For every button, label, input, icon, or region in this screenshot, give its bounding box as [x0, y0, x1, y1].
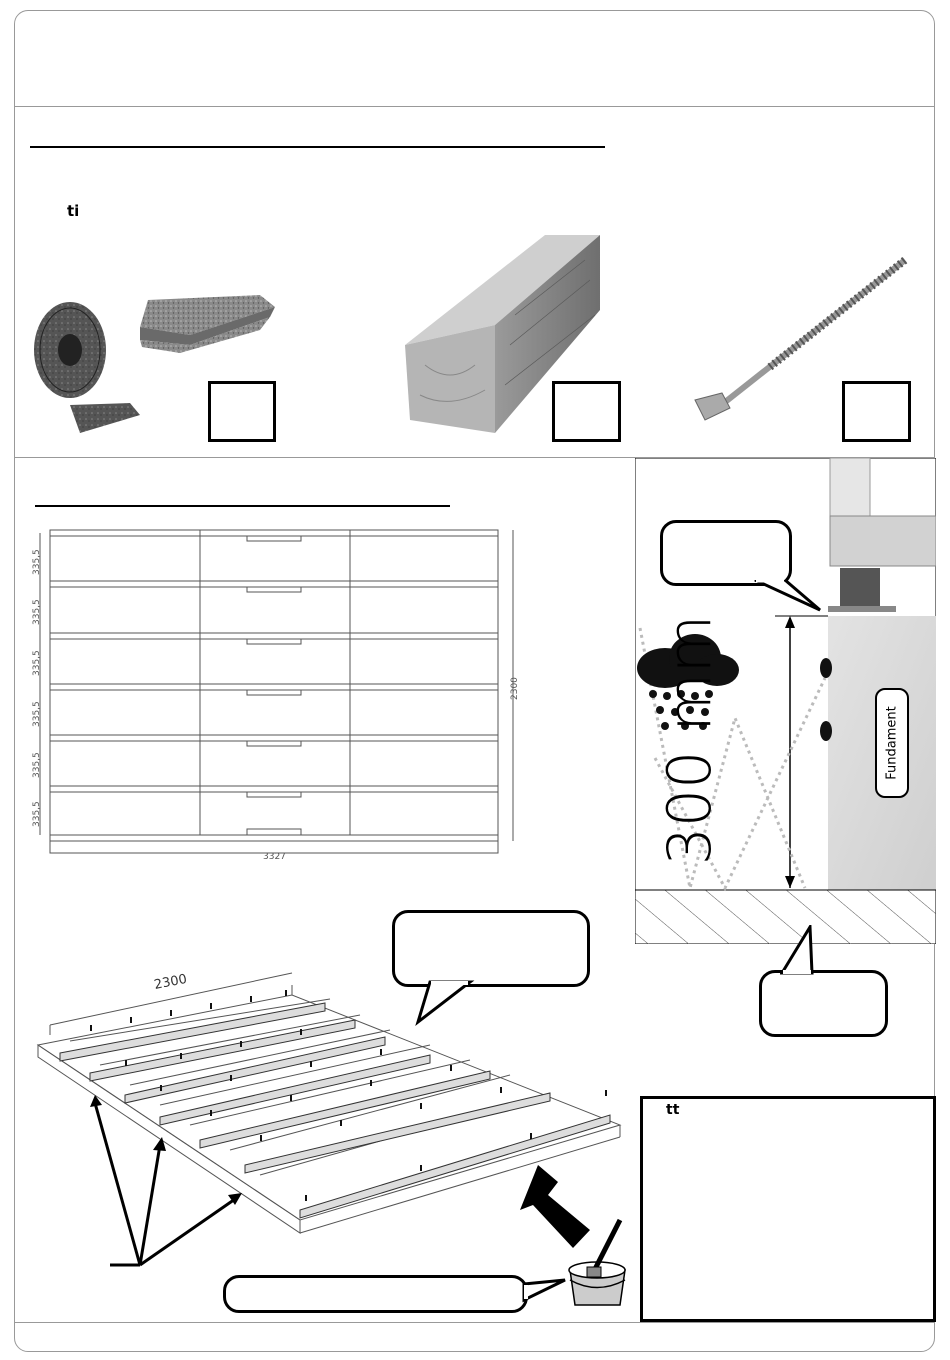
total-width-dim: 3327 [263, 852, 286, 862]
quantity-box-screw [842, 381, 911, 442]
quantity-box-timber [552, 381, 621, 442]
row-dim-4: 335,5 [32, 701, 42, 727]
height-label: 300 mm [655, 614, 725, 866]
callout-tail-floor [750, 580, 830, 616]
callout-tail-ground [780, 925, 840, 975]
callout-bubble-ground [759, 970, 888, 1037]
perspective-width-label: 2300 [152, 971, 189, 993]
row-dim-2: 335,5 [32, 599, 42, 625]
callout-bubble-floor [660, 520, 792, 586]
pointer-arrows [90, 1095, 250, 1275]
row-dim-5: 335,5 [32, 752, 42, 778]
footer-divider [14, 1322, 935, 1323]
row-dim-6: 335,5 [32, 801, 42, 827]
row-dim-3: 335,5 [32, 650, 42, 676]
paint-bucket-icon [565, 1215, 635, 1310]
floor-plan-drawing [25, 525, 525, 865]
foundation-label: Fundament [875, 688, 909, 798]
row-dim-1: 335,5 [32, 549, 42, 575]
total-height-dim: 2300 [510, 677, 520, 700]
notes-box [640, 1096, 936, 1322]
plan-title-rule [35, 505, 450, 507]
materials-title-rule [30, 146, 605, 148]
quantity-box-rubber [208, 381, 276, 442]
header-divider [14, 106, 935, 107]
materials-note-mark: ti [67, 202, 80, 220]
notes-mark: tt [666, 1102, 680, 1118]
